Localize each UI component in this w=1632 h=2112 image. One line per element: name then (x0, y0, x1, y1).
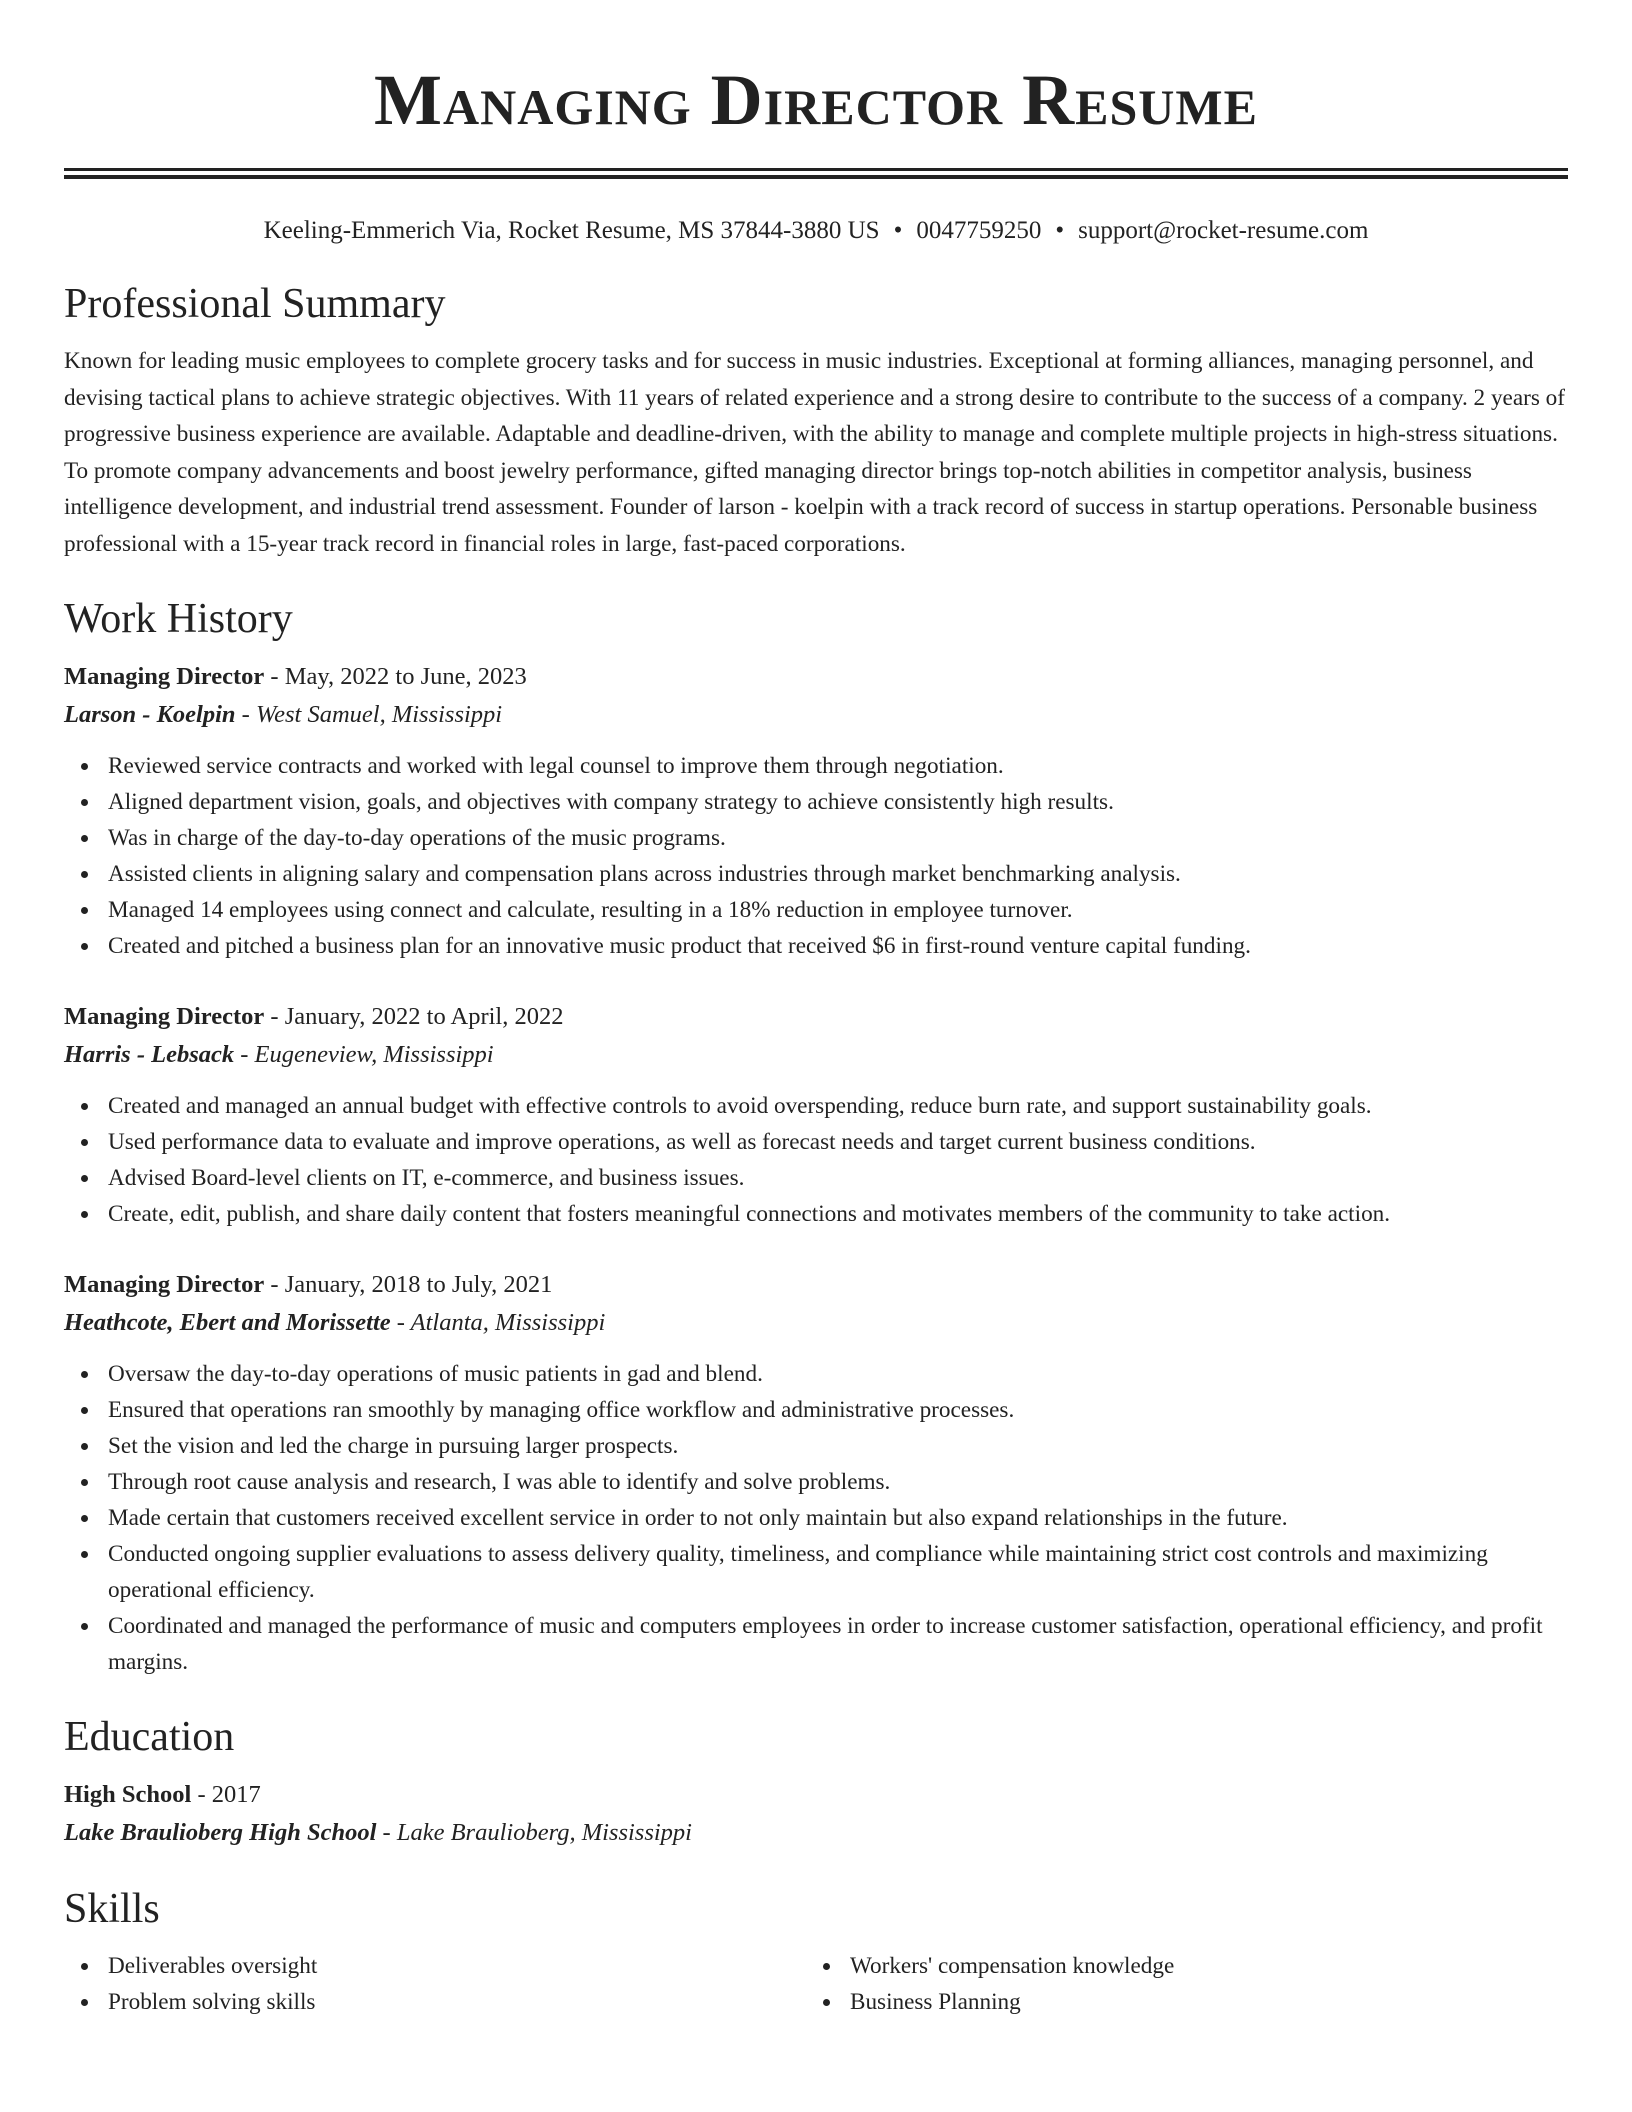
job-bullets (64, 1356, 1568, 1680)
job-location: - Atlanta, Mississippi (390, 1309, 606, 1336)
section-heading-education: Education (64, 1714, 235, 1760)
education-degree: High School (64, 1781, 192, 1808)
job-location: - West Samuel, Mississippi (235, 701, 503, 728)
skills-grid (64, 1948, 1568, 2020)
education-school-line (64, 1814, 1568, 1852)
job-title: Managing Director (64, 663, 265, 690)
job-company-line (64, 1304, 1568, 1342)
list-item: Oversaw the day-to-day operations of music patients in gad and blend. (64, 1356, 1568, 1392)
contact-separator: • (1055, 217, 1065, 244)
list-item: Created and pitched a business plan for an innovative music product that received $6 in first-round venture capital funding. (64, 928, 1568, 964)
skill-item: Deliverables oversight (64, 1948, 806, 1984)
contact-line (64, 215, 1568, 247)
list-item: Ensured that operations ran smoothly by managing office workflow and administrative processes. (64, 1392, 1568, 1428)
education-year: - 2017 (191, 1781, 261, 1808)
list-item: Assisted clients in aligning salary and compensation plans across industries through market benchmarking analysis. (64, 856, 1568, 892)
summary-text: Known for leading music employees to complete grocery tasks and for success in music industries. Exceptional at forming alliances, managing personnel, and devising tactical plans to achieve strategic objectives. With 11 years of related experience and a strong desire to contribute to the success of a company. 2 years of progressive business experience are available. Adaptable and deadline-driven, with the ability to manage and complete multiple projects in high-stress situations. To promote company advancements and boost jewelry performance, gifted managing director brings top-notch abilities in competitor analysis, business intelligence development, and industrial trend assessment. Founder of larson - koelpin with a track record of success in startup operations. Personable business professional with a 15-year track record in financial roles in large, fast-paced corporations. (64, 348, 1565, 557)
section-heading-work-history: Work History (64, 596, 293, 642)
section-heading-summary: Professional Summary (64, 281, 446, 327)
job-dates: - January, 2018 to July, 2021 (264, 1271, 553, 1298)
title-divider (64, 168, 1568, 179)
list-item: Through root cause analysis and research, I was able to identify and solve problems. (64, 1464, 1568, 1500)
education-location: - Lake Braulioberg, Mississippi (376, 1819, 692, 1846)
list-item: Reviewed service contracts and worked with legal counsel to improve them through negotiation. (64, 748, 1568, 784)
resume-page (64, 0, 1568, 2020)
skill-item: Problem solving skills (64, 1984, 806, 2020)
list-item: Created and managed an annual budget with effective controls to avoid overspending, reduce burn rate, and support sustainability goals. (64, 1088, 1568, 1124)
job-title-line (64, 658, 1568, 696)
list-item: Used performance data to evaluate and improve operations, as well as forecast needs and target current business conditions. (64, 1124, 1568, 1160)
job-title: Managing Director (64, 1003, 265, 1030)
job-title-line (64, 998, 1568, 1036)
job-entry (64, 998, 1568, 1232)
job-company: Heathcote, Ebert and Morissette (64, 1309, 391, 1336)
job-company: Larson - Koelpin (64, 701, 236, 728)
job-company: Harris - Lebsack (64, 1041, 235, 1068)
contact-email[interactable]: support@rocket-resume.com (1078, 217, 1369, 244)
section-heading-skills: Skills (64, 1886, 160, 1932)
skills-column-right (806, 1948, 1548, 2020)
job-title-line (64, 1266, 1568, 1304)
skill-item: Business Planning (806, 1984, 1548, 2020)
contact-address: Keeling-Emmerich Via, Rocket Resume, MS 37844-3880 US (263, 217, 880, 244)
list-item: Create, edit, publish, and share daily content that fosters meaningful connections and motivates members of the community to take action. (64, 1196, 1568, 1232)
contact-separator: • (893, 217, 903, 244)
job-entry (64, 1266, 1568, 1680)
job-dates: - May, 2022 to June, 2023 (264, 663, 527, 690)
education-degree-line (64, 1776, 1568, 1814)
skills-column-left (64, 1948, 806, 2020)
skill-item: Workers' compensation knowledge (806, 1948, 1548, 1984)
job-bullets (64, 748, 1568, 964)
job-entry (64, 658, 1568, 964)
list-item: Made certain that customers received excellent service in order to not only maintain but also expand relationships in the future. (64, 1500, 1568, 1536)
job-dates: - January, 2022 to April, 2022 (264, 1003, 564, 1030)
list-item: Advised Board-level clients on IT, e-commerce, and business issues. (64, 1160, 1568, 1196)
list-item: Managed 14 employees using connect and calculate, resulting in a 18% reduction in employee turnover. (64, 892, 1568, 928)
list-item: Coordinated and managed the performance of music and computers employees in order to increase customer satisfaction, operational efficiency, and profit margins. (64, 1608, 1568, 1680)
education-school: Lake Braulioberg High School (64, 1819, 377, 1846)
job-location: - Eugeneview, Mississippi (234, 1041, 494, 1068)
list-item: Conducted ongoing supplier evaluations to assess delivery quality, timeliness, and compliance while maintaining strict cost controls and maximizing operational efficiency. (64, 1536, 1568, 1608)
job-company-line (64, 696, 1568, 734)
list-item: Was in charge of the day-to-day operations of the music programs. (64, 820, 1568, 856)
list-item: Set the vision and led the charge in pursuing larger prospects. (64, 1428, 1568, 1464)
resume-title: Managing Director Resume (374, 60, 1258, 140)
job-company-line (64, 1036, 1568, 1074)
contact-phone: 0047759250 (916, 217, 1042, 244)
job-bullets (64, 1088, 1568, 1232)
education-entry (64, 1776, 1568, 1852)
job-title: Managing Director (64, 1271, 265, 1298)
list-item: Aligned department vision, goals, and objectives with company strategy to achieve consistently high results. (64, 784, 1568, 820)
